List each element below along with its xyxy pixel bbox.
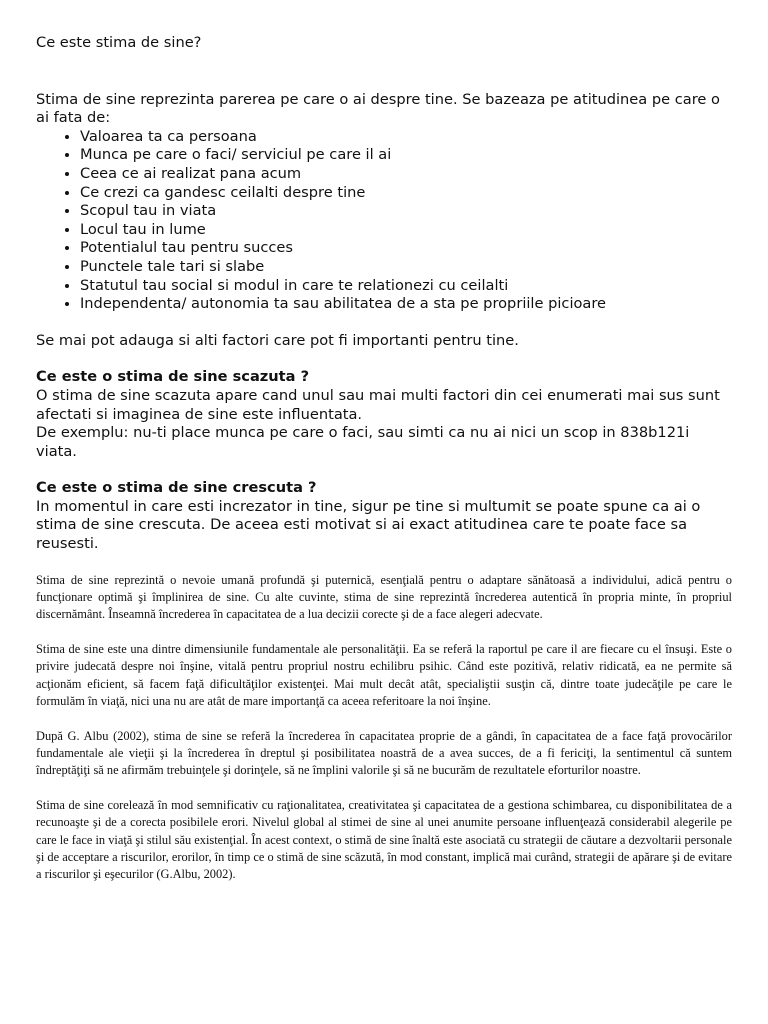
body-paragraph: După G. Albu (2002), stima de sine se referă la încrederea în capacitatea proprie de a gândi, în capacitatea de a face faţă provocărilor fundamentale ale vieţii şi la încrederea în dreptul şi posibilitatea noastră de a avea succes, de a fi fericiţi, la sentimentul că suntem îndreptăţiţi să ne afirmăm trebuinţele şi dorinţele, să ne împlini valorile şi să ne bucurăm de rezultatele eforturilor noastre. [36,728,732,778]
list-item: • Potentialul tau pentru succes [80,239,732,258]
body-paragraph: Stima de sine corelează în mod semnificativ cu raţionalitatea, creativitatea şi capacitatea de a gestiona schimbarea, cu disponibilitatea de a recunoaşte şi de a corecta posibilele erori. Nivelul global al stimei de sine al unei anumite persoane influenţează considerabil alegerile pe care le face in viaţă şi stilul său existenţial. În acest context, o stimă de sine înaltă este asociată cu strategii de căutare a dezvoltarii personale şi de acceptare a riscurilor, erorilor, în timp ce o stimă de sine scăzută, în mod constant, implică mai curând, strategii de apărare şi de evitare a riscurilor şi eşecurilor (G.Albu, 2002). [36,797,732,882]
list-item: • Ceea ce ai realizat pana acum [80,165,732,184]
high-esteem-heading: Ce este o stima de sine crescuta ? [36,479,317,497]
low-esteem-text: O stima de sine scazuta apare cand unul sau mai multi factori din cei enumerati mai sus sunt afectati si imaginea de sine este influentata. [36,386,720,423]
high-esteem-section [36,479,732,553]
document-title: Ce este stima de sine? [36,34,202,51]
body-paragraph: Stima de sine este una dintre dimensiunile fundamentale ale personalităţii. Ea se referă la raportul pe care il are fiecare cu el însuşi. Este o privire judecată despre noi înşine, vitală pentru propriul nostru echilibru psihic. Când este pozitivă, relativ ridicată, ea ne permite să acţionăm eficient, să facem faţă dificultăţilor existenţei. Mai mult decât atât, specialiştii susţin că, dintre toate judecăţile pe care le formulăm în viaţă, nici una nu are atât de mare importanţă ca aceea referitoare la noi înşine. [36,641,732,709]
body-paragraph: Stima de sine reprezintă o nevoie umană profundă şi puternică, esenţială pentru o adaptare sănătoasă a individului, adică pentru o funcţionare optimă şi împlinirea de sine. Cu alte cuvinte, stima de sine reprezintă încrederea autentică în propria minte, în propriul discernământ. Înseamnă încrederea în capacitatea de a lua decizii corecte şi de a face alegeri adecvate. [36,572,732,622]
list-item: • Statutul tau social si modul in care te relationezi cu ceilalti [80,277,732,296]
high-esteem-text: In momentul in care esti increzator in tine, sigur pe tine si multumit se poate spune ca ai o stima de sine crescuta. De aceea esti motivat si ai exact atitudinea care te poate face sa reusesti. [36,497,701,553]
intro-paragraph: Stima de sine reprezinta parerea pe care o ai despre tine. Se bazeaza pe atitudinea pe care o ai fata de: [36,90,720,127]
document-page [36,34,732,901]
factors-list [36,128,732,314]
list-item: • Scopul tau in viata [80,202,732,221]
list-item: • Ce crezi ca gandesc ceilalti despre tine [80,184,732,203]
list-item: • Independenta/ autonomia ta sau abilitatea de a sta pe propriile picioare [80,295,732,314]
low-esteem-section [36,368,732,461]
low-esteem-example: De exemplu: nu-ti place munca pe care o faci, sau simti ca nu ai nici un scop in 838b121i viata. [36,424,690,460]
serif-paragraphs [36,572,732,884]
low-esteem-heading: Ce este o stima de sine scazuta ? [36,368,310,386]
list-item: • Punctele tale tari si slabe [80,258,732,277]
list-item: • Valoarea ta ca persoana [80,128,732,147]
list-item: • Munca pe care o faci/ serviciul pe care il ai [80,146,732,165]
other-factors-paragraph: Se mai pot adauga si alti factori care pot fi importanti pentru tine. [36,331,519,349]
list-item: • Locul tau in lume [80,221,732,240]
